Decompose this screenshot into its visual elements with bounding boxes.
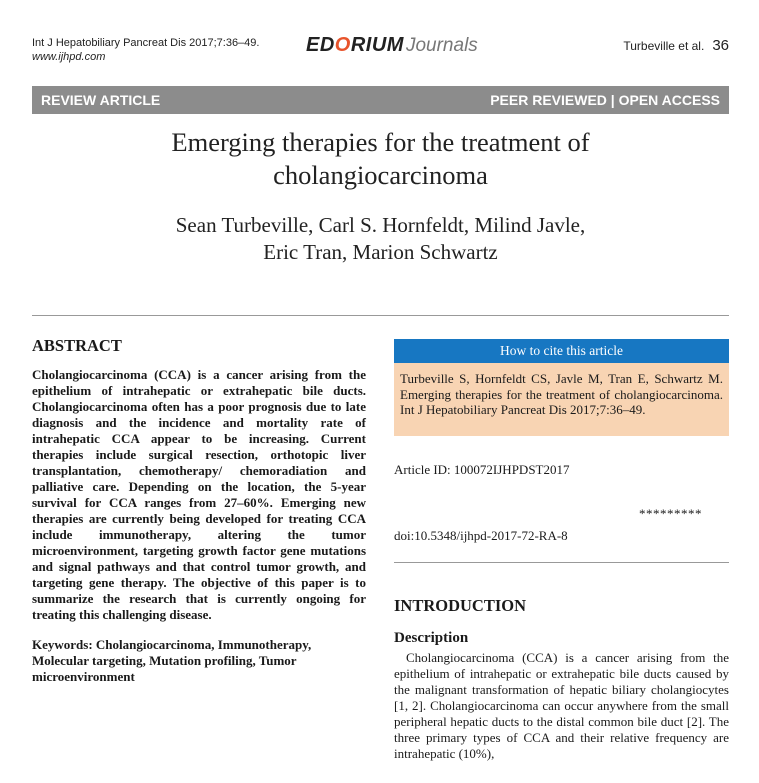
- section-divider: [32, 315, 729, 316]
- description-subheading: Description: [394, 630, 469, 646]
- keywords: Keywords: Cholangiocarcinoma, Immunotherapy, Molecular targeting, Mutation profiling, Tumor microenvironment: [32, 637, 312, 684]
- banner-access: PEER REVIEWED | OPEN ACCESS: [490, 92, 720, 108]
- cite-text: Turbeville S, Hornfeldt CS, Javle M, Tran E, Schwartz M. Emerging therapies for the treatment of cholangiocarcinoma. Int J Hepatobiliary Pancreat Dis 2017;7:36–49.: [394, 363, 729, 436]
- article-id: Article ID: 100072IJHPDST2017: [394, 462, 570, 477]
- author-list: [32, 212, 729, 266]
- article-type-banner: [32, 86, 729, 114]
- abstract-heading: ABSTRACT: [32, 336, 122, 355]
- cite-heading: How to cite this article: [394, 339, 729, 363]
- cite-box: [394, 339, 729, 436]
- doi-link[interactable]: doi:10.5348/ijhpd-2017-72-RA-8: [394, 528, 568, 543]
- abstract-column: [32, 336, 366, 685]
- running-author: Turbeville et al.: [623, 39, 705, 53]
- logo-wordmark: EDORIUM: [306, 34, 404, 56]
- title-line-2: cholangiocarcinoma: [273, 160, 488, 190]
- page-header: [32, 36, 729, 66]
- running-head: [623, 37, 729, 54]
- journal-reference: Int J Hepatobiliary Pancreat Dis 2017;7:36–49.: [32, 37, 260, 49]
- edorium-logo: [306, 34, 478, 57]
- title-line-1: Emerging therapies for the treatment of: [171, 127, 590, 157]
- separator-stars: *********: [639, 506, 702, 521]
- journal-url-link[interactable]: www.ijhpd.com: [32, 51, 106, 63]
- authors-line-1: Sean Turbeville, Carl S. Hornfeldt, Milind Javle,: [175, 213, 586, 237]
- right-column: [394, 339, 729, 762]
- page-number: 36: [712, 37, 729, 54]
- banner-article-type: REVIEW ARTICLE: [41, 92, 161, 108]
- introduction-text: Cholangiocarcinoma (CCA) is a cancer arising from the epithelium of intrahepatic or extrahepatic bile ducts caused by the malignant transformation of hepatic biliary cholangiocytes [1, 2]. Cholangiocarcinoma can occur anywhere from the small peripheral hepatic ducts to the distal common bile duct [2]. The three primary types of CCA and their relative frequency are intrahepatic (10%),: [394, 650, 729, 761]
- authors-line-2: Eric Tran, Marion Schwartz: [263, 240, 498, 264]
- logo-journals: Journals: [405, 35, 478, 56]
- abstract-text: Cholangiocarcinoma (CCA) is a cancer arising from the epithelium of intrahepatic or extrahepatic bile ducts. Cholangiocarcinoma often has a poor prognosis due to late diagnosis and the incidence and mortality rate of intrahepatic CCA appear to be increasing. Current therapies include surgical resection, orthotopic liver transplantation, chemotherapy/ chemoradiation and palliative care. Depending on the location, the 5-year survival for CCA ranges from 27–60%. Emerging new therapies are currently being developed for treating CCA include immunotherapy, altering the tumor microenvironment, targeting growth factor gene mutations and signal pathways and that control tumor growth, and targeting gene therapy. The objective of this paper is to summarize the research that is currently ongoing for treating this challenging disease.: [32, 367, 366, 622]
- column-divider: [394, 562, 729, 563]
- introduction-heading: INTRODUCTION: [394, 596, 527, 615]
- article-title: [32, 126, 729, 192]
